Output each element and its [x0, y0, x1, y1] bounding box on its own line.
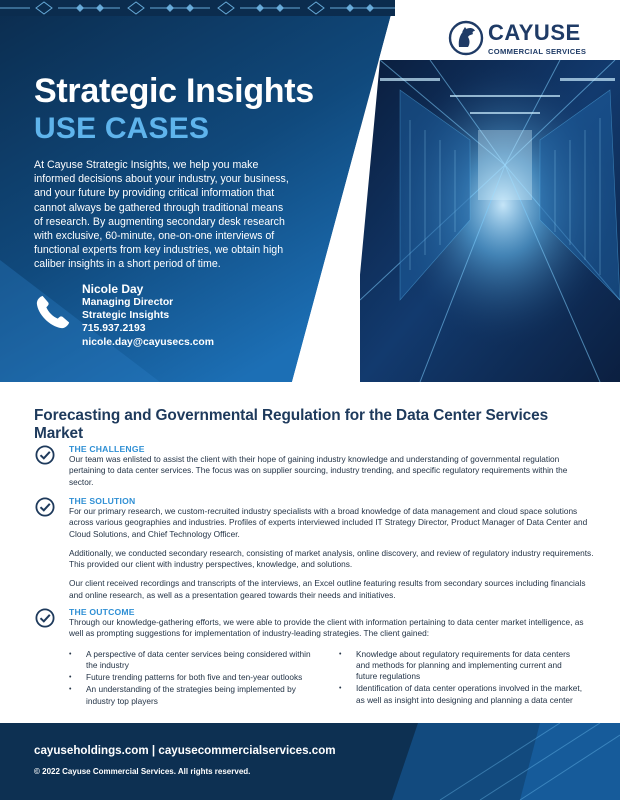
outcome-text: Through our knowledge-gathering efforts, we were able to provide the client with information pertaining to data center market intelligence, as well as prompting suggestions for implementation of industry-leading strategies. The client gained:	[69, 617, 584, 639]
decorative-pattern	[0, 0, 395, 16]
list-item: • Identification of data center operations involved in the market, as well as insight into designing and planning a data center	[339, 683, 584, 706]
article-title: Forecasting and Governmental Regulation for the Data Center Services Market	[34, 407, 549, 442]
check-circle-icon	[34, 607, 56, 629]
list-item: • Knowledge about regulatory requirements for data centers and methods for planning and implementing current and future regulations	[339, 649, 584, 683]
contact-department: Strategic Insights	[82, 310, 170, 322]
footer	[0, 723, 620, 800]
outcome-bullets	[69, 649, 594, 708]
solution-paragraph: Our client received recordings and transcripts of the interviews, an Excel outline featuring results from secondary sources including financials and online research, as well as a presentation geared towards their needs and initiatives.	[69, 578, 586, 600]
footer-copyright: © 2022 Cayuse Commercial Services. All rights reserved.	[34, 767, 251, 776]
contact-phone[interactable]: 715.937.2193	[82, 323, 146, 335]
footer-links[interactable]: cayuseholdings.com | cayusecommercialservices.com	[34, 744, 336, 757]
outcome-heading: THE OUTCOME	[69, 607, 135, 617]
challenge-heading: THE CHALLENGE	[69, 444, 145, 454]
bullet-column-right	[339, 649, 584, 708]
list-item: • Future trending patterns for both five and ten-year outlooks	[69, 672, 319, 683]
hero-intro: At Cayuse Strategic Insights, we help you make informed decisions about your industry, your business, and your future by providing critical information that cannot always be gathered through traditional means of research. By augmenting secondary desk research with exclusive, 60-minute, one-on-one interviews of functional experts from key industries, we obtain high caliber insights in a short period of time.	[34, 159, 289, 271]
hero-subtitle: USE CASES	[34, 112, 210, 145]
list-item: • An understanding of the strategies being implemented by industry top players	[69, 684, 319, 707]
logo-tagline: COMMERCIAL SERVICES	[488, 47, 587, 56]
challenge-text: Our team was enlisted to assist the client with their hope of gaining industry knowledge and understanding of governmental regulation pertaining to data center services. The focus was on supplier sourcing, industry trending, and specific regulatory requirements within the sector.	[69, 454, 568, 487]
footer-background	[0, 723, 620, 800]
phone-icon	[34, 292, 72, 332]
contact-email[interactable]: nicole.day@cayusecs.com	[82, 336, 214, 348]
contact-details	[82, 282, 322, 349]
solution-heading: THE SOLUTION	[69, 496, 136, 506]
check-circle-icon	[34, 496, 56, 518]
contact-role: Managing Director	[82, 297, 174, 308]
logo-name: CAYUSE	[488, 20, 581, 45]
hero-title: Strategic Insights	[34, 72, 314, 110]
contact-name: Nicole Day	[82, 282, 144, 296]
solution-paragraph: Additionally, we conducted secondary research, consisting of market analysis, online discovery, and review of regulatory industry requirements. This provided our client with industry perspectives, knowledge, and solutions.	[69, 547, 594, 570]
solution-paragraph: For our primary research, we custom-recruited industry specialists with a broad knowledge of data management and cloud space solutions across various geographies and industries. Profiles of experts interviewed included IT Strategy Director, Product Manager of Data Center and Cloud Solutions, and Chief Technology Officer.	[69, 506, 588, 539]
hero-banner	[0, 0, 620, 382]
bullet-column-left	[69, 649, 319, 708]
check-circle-icon	[34, 444, 56, 466]
horse-logo-icon	[448, 20, 484, 56]
list-item: • A perspective of data center services being considered within the industry	[69, 649, 319, 672]
cayuse-logo[interactable]	[448, 18, 598, 58]
